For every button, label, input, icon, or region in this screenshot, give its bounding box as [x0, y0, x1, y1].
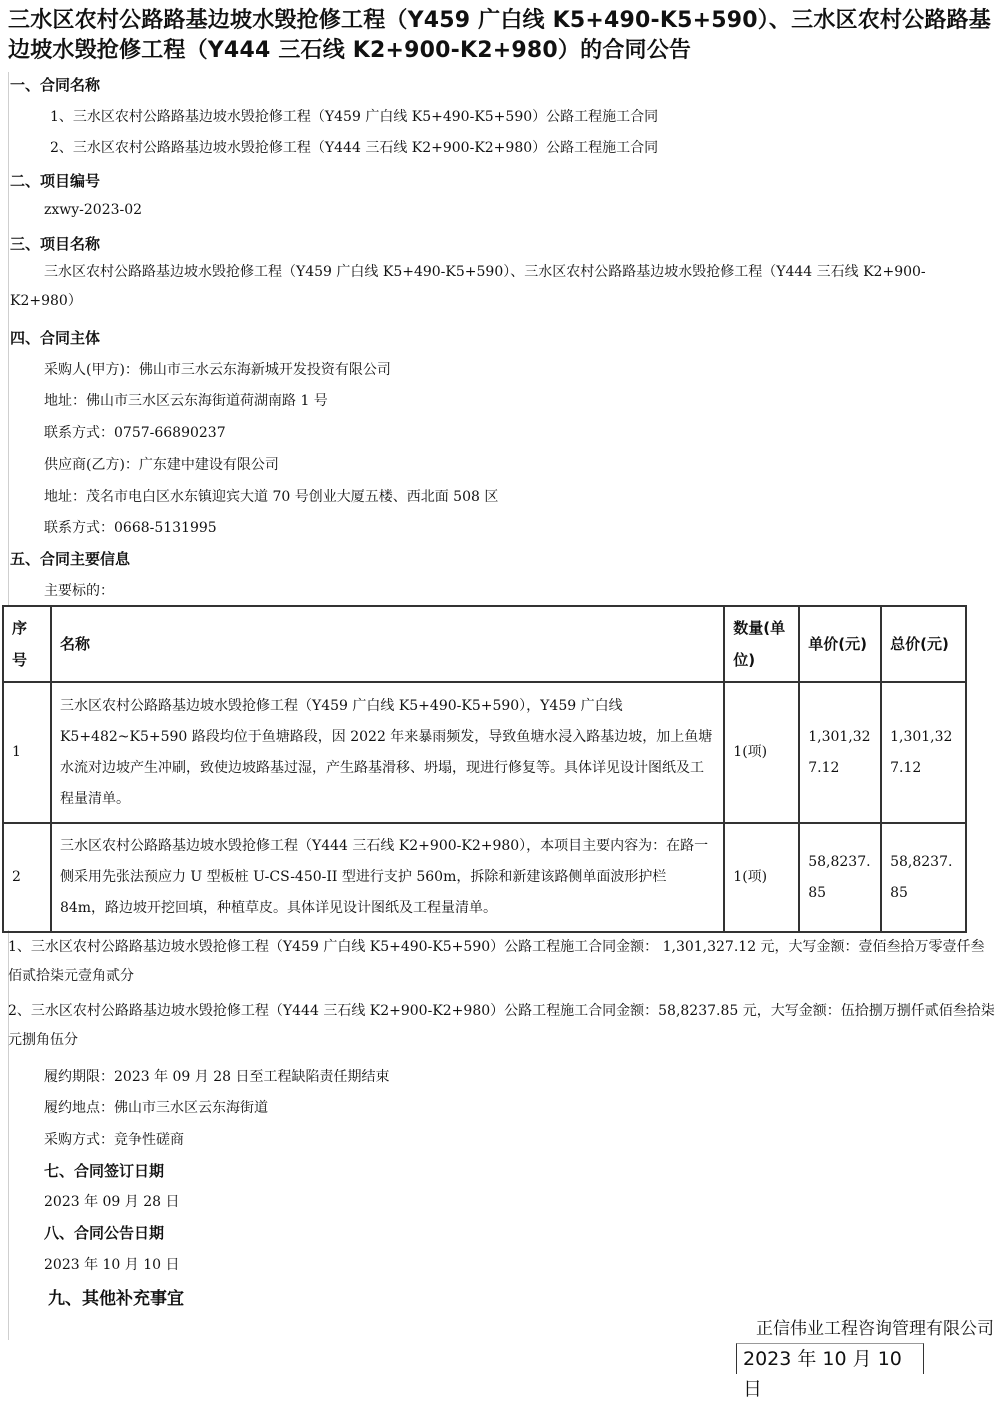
column-header-quantity: 数量(单位)	[724, 606, 799, 682]
row-name: 三水区农村公路路基边坡水毁抢修工程（Y444 三石线 K2+900-K2+980），本项目主要内容为：在路一侧采用先张法预应力 U 型板桩 U-CS-450-II 型进行支护 560m，拆除和新建该路侧单面波形护栏 84m，路边坡开挖回填，种植草皮。具体详见设计图纸及工程量清单。	[51, 823, 724, 932]
page-left-rule	[8, 930, 9, 1340]
section-heading-signing-date: 七、合同签订日期	[44, 1162, 165, 1180]
signature-company: 正信伟业工程咨询管理有限公司	[756, 1319, 994, 1339]
project-number: zxwy-2023-02	[44, 202, 143, 218]
signing-date: 2023 年 09 月 28 日	[44, 1194, 180, 1210]
buyer-address: 地址：佛山市三水区云东海街道荷湖南路 1 号	[44, 393, 328, 409]
row-quantity: 1(项)	[724, 682, 799, 823]
table-row	[3, 823, 966, 932]
buyer: 采购人(甲方)：佛山市三水云东海新城开发投资有限公司	[44, 362, 391, 378]
row-quantity: 1(项)	[724, 823, 799, 932]
row-no: 2	[3, 823, 51, 932]
section-heading-project-name: 三、项目名称	[10, 235, 101, 253]
section-heading-announcement-date: 八、合同公告日期	[44, 1224, 165, 1242]
section-heading-main-info: 五、合同主要信息	[10, 550, 131, 568]
contract-name-item: 2、三水区农村公路路基边坡水毁抢修工程（Y444 三石线 K2+900-K2+980）公路工程施工合同	[50, 140, 659, 156]
page-left-rule	[8, 72, 9, 607]
row-total: 1,301,327.12	[881, 682, 966, 823]
section-heading-other-matters: 九、其他补充事宜	[48, 1289, 184, 1309]
row-total: 58,8237.85	[881, 823, 966, 932]
contract-items-table	[2, 605, 967, 933]
document-title: 三水区农村公路路基边坡水毁抢修工程（Y459 广白线 K5+490-K5+590）、三水区农村公路路基边坡水毁抢修工程（Y444 三石线 K2+900-K2+980）的合同公告	[8, 8, 991, 63]
row-unit-price: 58,8237.85	[799, 823, 881, 932]
signature-date: 2023 年 10 月 10 日	[736, 1343, 924, 1374]
supplier-contact: 联系方式：0668-5131995	[44, 520, 217, 536]
project-name: 三水区农村公路路基边坡水毁抢修工程（Y459 广白线 K5+490-K5+590）、三水区农村公路路基边坡水毁抢修工程（Y444 三石线 K2+900-K2+980）	[10, 264, 926, 309]
table-row	[3, 682, 966, 823]
supplier-address: 地址：茂名市电白区水东镇迎宾大道 70 号创业大厦五楼、西北面 508 区	[44, 489, 499, 505]
subject-label: 主要标的：	[44, 583, 114, 599]
section-heading-contract-name: 一、合同名称	[10, 76, 101, 94]
column-header-name: 名称	[51, 606, 724, 682]
contract-amount-2: 2、三水区农村公路路基边坡水毁抢修工程（Y444 三石线 K2+900-K2+980）公路工程施工合同金额：58,8237.85 元，大写金额：伍拾捌万捌仟贰佰叁拾柒元捌角伍分	[8, 1003, 995, 1048]
contract-name-item: 1、三水区农村公路路基边坡水毁抢修工程（Y459 广白线 K5+490-K5+590）公路工程施工合同	[50, 109, 659, 125]
column-header-total: 总价(元)	[881, 606, 966, 682]
announcement-date: 2023 年 10 月 10 日	[44, 1257, 180, 1273]
table-header-row	[3, 606, 966, 682]
procurement-method: 采购方式：竞争性磋商	[44, 1132, 184, 1148]
row-unit-price: 1,301,327.12	[799, 682, 881, 823]
column-header-no: 序号	[3, 606, 51, 682]
contract-amount-1: 1、三水区农村公路路基边坡水毁抢修工程（Y459 广白线 K5+490-K5+590）公路工程施工合同金额： 1,301,327.12 元，大写金额：壹佰叁拾万零壹仟叁佰贰拾柒元壹角贰分	[8, 939, 985, 984]
section-heading-project-number: 二、项目编号	[10, 172, 101, 190]
buyer-contact: 联系方式：0757-66890237	[44, 425, 226, 441]
performance-period: 履约期限：2023 年 09 月 28 日至工程缺陷责任期结束	[44, 1069, 390, 1085]
column-header-unit-price: 单价(元)	[799, 606, 881, 682]
row-no: 1	[3, 682, 51, 823]
row-name: 三水区农村公路路基边坡水毁抢修工程（Y459 广白线 K5+490-K5+590），Y459 广白线 K5+482~K5+590 路段均位于鱼塘路段，因 2022 年来暴雨频发，导致鱼塘水浸入路基边坡，加上鱼塘水流对边坡产生冲刷，致使边坡路基过湿，产生路基滑移、坍塌，现进行修复等。具体详见设计图纸及工程量清单。	[51, 682, 724, 823]
supplier: 供应商(乙方)：广东建中建设有限公司	[44, 457, 279, 473]
section-heading-contract-parties: 四、合同主体	[10, 329, 101, 347]
performance-place: 履约地点：佛山市三水区云东海街道	[44, 1100, 268, 1116]
